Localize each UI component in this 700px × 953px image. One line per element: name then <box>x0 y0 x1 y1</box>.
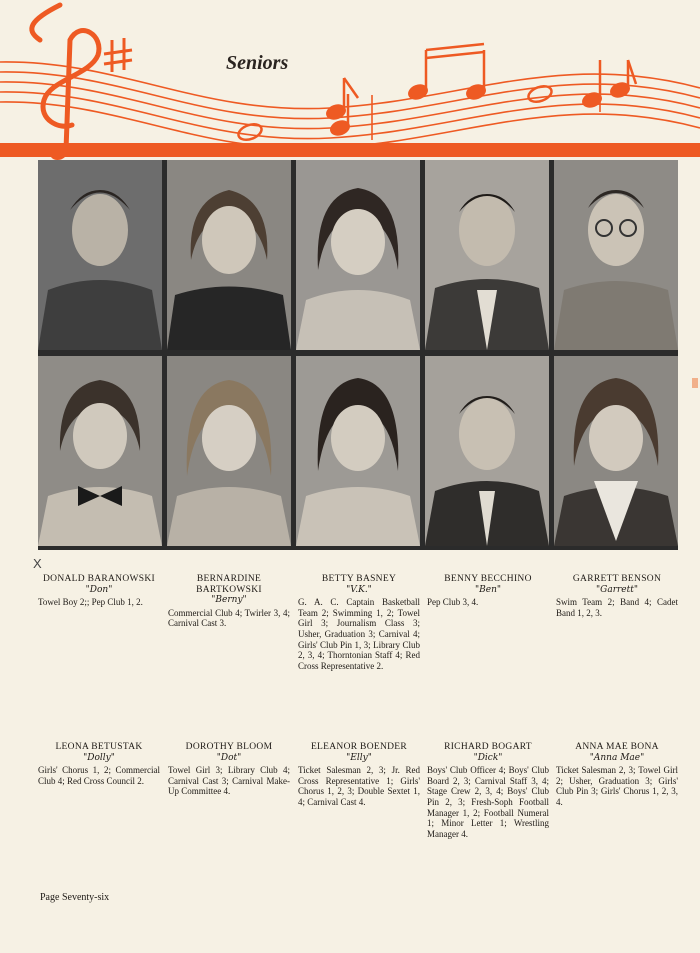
student-nickname: "Ben" <box>474 584 501 595</box>
student-nickname: "V.K." <box>346 584 372 595</box>
student-name: BETTY BASNEY <box>321 574 397 584</box>
senior-entry <box>427 574 549 608</box>
portrait-photo <box>38 356 162 546</box>
portrait-photo <box>554 160 678 350</box>
senior-entry <box>38 742 160 786</box>
senior-entry <box>556 574 678 618</box>
student-nickname: "Berny" <box>211 595 247 606</box>
portrait-photo <box>554 356 678 546</box>
student-activities: Boys' Club Officer 4; Boys' Club Board 2, 3; Carnival Staff 3, 4; Stage Crew 2, 3, 4; Boys' Club Pin 2, 3; Fresh-Soph Football Manager 1, 2; Football Numeral 1; Minor Letter 1; Wrestling Manager 4. <box>427 765 549 839</box>
page-number: Page Seventy-six <box>40 892 110 903</box>
student-name: DOROTHY BLOOM <box>185 742 273 752</box>
student-activities: Ticket Salesman 2, 3; Towel Girl 2; Usher, Graduation 3; Girls' Club Pin 3; Girls' Chorus 1, 2, 3, 4. <box>556 765 678 807</box>
student-activities: Pep Club 3, 4. <box>427 597 479 608</box>
header-banner <box>0 0 700 162</box>
senior-entry <box>556 742 678 808</box>
senior-entry <box>168 574 290 629</box>
header-band <box>0 143 700 157</box>
page-edge-mark <box>692 378 698 388</box>
student-nickname: "Garrett" <box>596 584 638 595</box>
student-nickname: "Dick" <box>473 752 503 763</box>
student-name: RICHARD BOGART <box>444 742 532 752</box>
student-nickname: "Dot" <box>216 752 242 763</box>
portrait-photo <box>296 356 420 546</box>
student-name: LEONA BETUSTAK <box>55 742 143 752</box>
student-name: BENNY BECCHINO <box>444 574 532 584</box>
senior-entry <box>38 574 160 608</box>
treble-clef-icon <box>32 5 99 158</box>
student-name: DONALD BARANOWSKI <box>43 574 155 584</box>
student-name: ANNA MAE BONA <box>575 742 659 752</box>
student-activities: Towel Boy 2;; Pep Club 1, 2. <box>38 597 143 608</box>
student-activities: Girls' Chorus 1, 2; Commercial Club 4; Red Cross Council 2. <box>38 765 160 786</box>
student-activities: Swim Team 2; Band 4; Cadet Band 1, 2, 3. <box>556 597 678 618</box>
section-title: Seniors <box>226 52 289 74</box>
senior-entry <box>427 742 549 839</box>
portrait-photo <box>296 160 420 350</box>
student-name: GARRETT BENSON <box>572 574 662 584</box>
portrait-photo <box>167 160 291 350</box>
portrait-photo <box>167 356 291 546</box>
student-name: BERNARDINE BARTKOWSKI <box>196 574 262 595</box>
senior-entry <box>168 742 290 797</box>
senior-entry <box>298 742 420 808</box>
student-activities: Ticket Salesman 2, 3; Jr. Red Cross Representative 1; Girls' Chorus 1, 2, 3; Double Sextet 1, 4; Carnival Cast 4. <box>298 765 420 807</box>
student-activities: G. A. C. Captain Basketball Team 2; Swimming 1, 2; Towel Girl 3; Journalism Class 3; Usher, Graduation 3; Carnival 4; Girls' Club Pin 1, 3; Library Club 2, 3, 4; Thorntonian Staff 4; Red Cross Representative 2. <box>298 597 420 671</box>
student-nickname: "Anna Mae" <box>589 752 645 763</box>
portrait-photo <box>38 160 162 350</box>
portrait-grid <box>38 160 678 550</box>
student-nickname: "Elly" <box>346 752 372 763</box>
senior-entry <box>298 574 420 671</box>
portrait-photo <box>425 356 549 546</box>
student-activities: Towel Girl 3; Library Club 4; Carnival Cast 3; Carnival Make-Up Committee 4. <box>168 765 290 797</box>
student-name: ELEANOR BOENDER <box>310 742 408 752</box>
portrait-photo <box>425 160 549 350</box>
student-nickname: "Don" <box>85 584 113 595</box>
margin-mark: X <box>33 556 42 571</box>
sharp-icon <box>104 38 132 72</box>
music-staff-graphic <box>0 0 700 162</box>
student-nickname: "Dolly" <box>83 752 115 763</box>
student-activities: Commercial Club 4; Twirler 3, 4; Carnival Cast 3. <box>168 607 290 629</box>
